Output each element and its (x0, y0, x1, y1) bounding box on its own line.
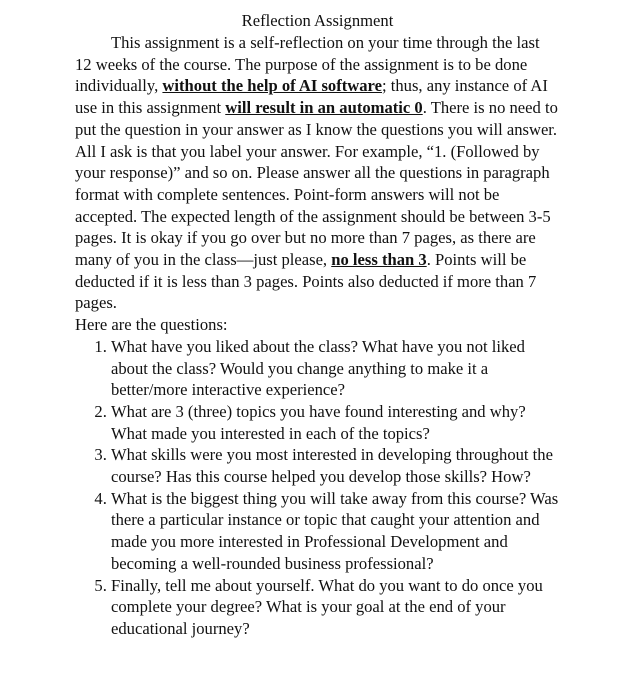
instructions-paragraph (75, 32, 560, 314)
instructions-text-2: ; thus, any instance of AI use in this assignment (75, 76, 548, 118)
instructions-text-3: . There is no need to put the question in your answer as I know the questions you will answer. All I ask is that you label your answer. For example, “1. (Followed by your response)” and so on. Please answer all the questions in paragraph format with complete sentences. Point-form answers will not be accepted. The expected length of the assignment should be between 3-5 pages. It is okay if you go over but no more than 7 pages, as there are many of you in the class—just please, (75, 98, 558, 270)
question-item: 4. What is the biggest thing you will take away from this course? Was there a particular instance or topic that caught your attention and made you more interested in Professional Development and becoming a well-rounded business professional? (111, 488, 560, 575)
instructions-text-4: . Points will be deducted if it is less than 3 pages. Points also deducted if more than 7 pages. (75, 250, 537, 313)
emphasis-automatic-zero: will result in an automatic 0 (225, 98, 423, 118)
questions-list (75, 336, 560, 640)
question-item: 2. What are 3 (three) topics you have found interesting and why? What made you interested in each of the topics? (111, 401, 560, 444)
instructions-text-1: This assignment is a self-reflection on your time through the last 12 weeks of the course. The purpose of the assignment is to be done individually, (75, 33, 540, 96)
document-page (75, 10, 560, 640)
question-item: 1. What have you liked about the class? What have you not liked about the class? Would you change anything to make it a better/more interactive experience? (111, 336, 560, 401)
question-item: 3. What skills were you most interested in developing throughout the course? Has this course helped you develop those skills? How? (111, 444, 560, 487)
emphasis-minimum-pages: no less than 3 (331, 250, 427, 270)
questions-intro: Here are the questions: (75, 315, 228, 335)
question-item: 5. Finally, tell me about yourself. What do you want to do once you complete your degree? What is your goal at the end of your educational journey? (111, 575, 560, 640)
emphasis-no-ai: without the help of AI software (162, 76, 382, 96)
document-title: Reflection Assignment (241, 11, 394, 30)
